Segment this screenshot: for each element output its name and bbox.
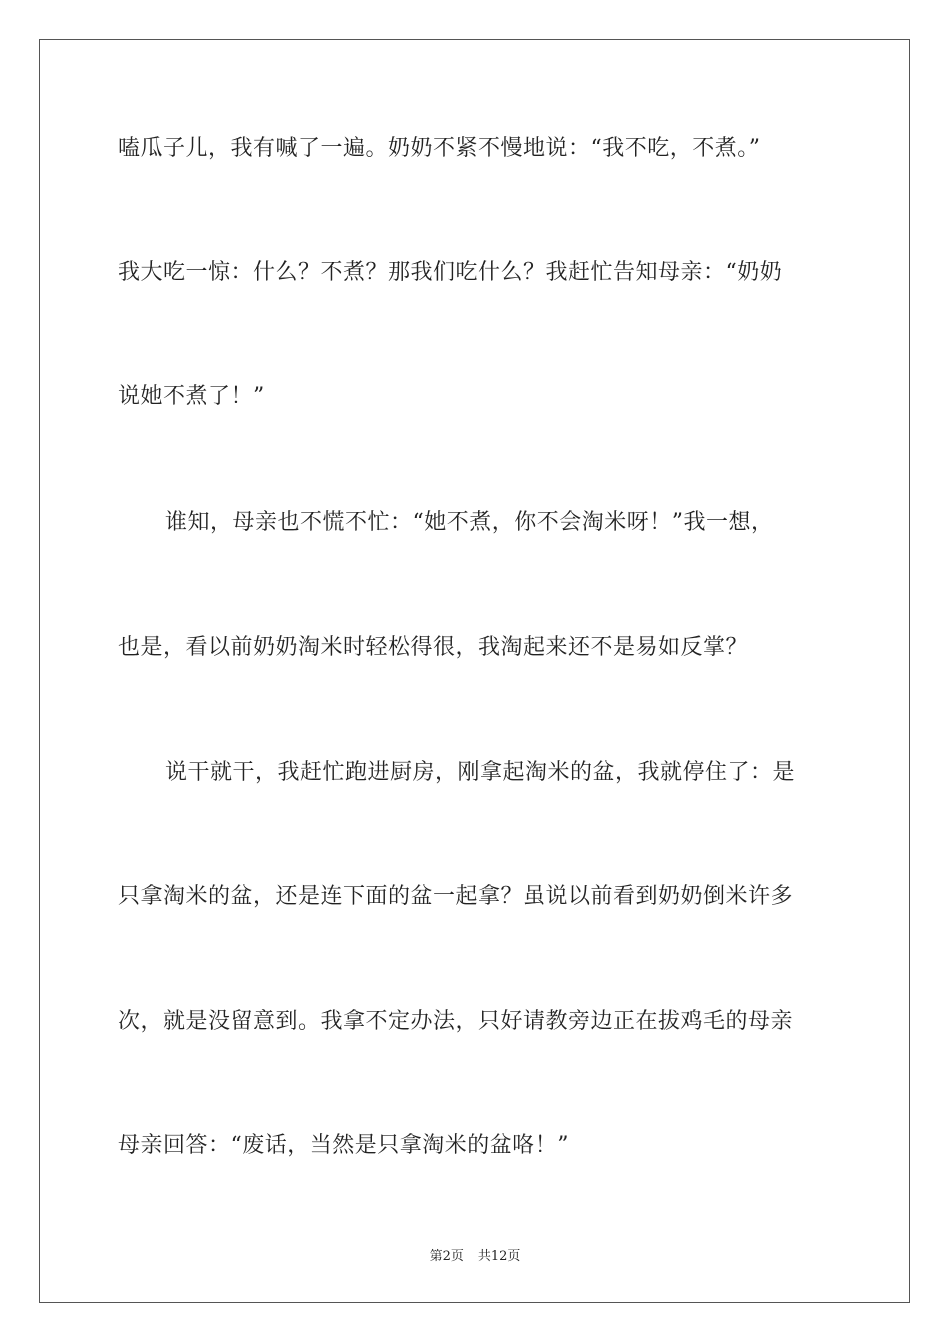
text-line-3: 说她不煮了！” <box>118 384 265 409</box>
text-line-9: 母亲回答：“废话，当然是只拿淘米的盆咯！” <box>118 1133 569 1158</box>
text-line-2: 我大吃一惊：什么？不煮？那我们吃什么？我赶忙告知母亲：“奶奶 <box>118 260 783 285</box>
text-line-6: 说干就干，我赶忙跑进厨房，刚拿起淘米的盆，我就停住了：是 <box>165 760 796 785</box>
page-frame <box>39 39 910 1303</box>
text-line-4: 谁知，母亲也不慌不忙：“她不煮，你不会淘米呀！”我一想， <box>165 510 774 535</box>
page-number: 第2页 <box>429 1249 464 1264</box>
text-line-5: 也是，看以前奶奶淘米时轻松得很，我淘起来还不是易如反掌？ <box>118 635 749 660</box>
page-footer <box>0 1248 950 1266</box>
text-line-7: 只拿淘米的盆，还是连下面的盆一起拿？虽说以前看到奶奶倒米许多 <box>118 884 794 909</box>
text-line-1: 嗑瓜子儿，我有喊了一遍。奶奶不紧不慢地说：“我不吃，不煮。” <box>118 136 761 161</box>
page-total: 共12页 <box>477 1249 521 1264</box>
text-line-8: 次，就是没留意到。我拿不定办法，只好请教旁边正在拔鸡毛的母亲 <box>118 1009 794 1034</box>
